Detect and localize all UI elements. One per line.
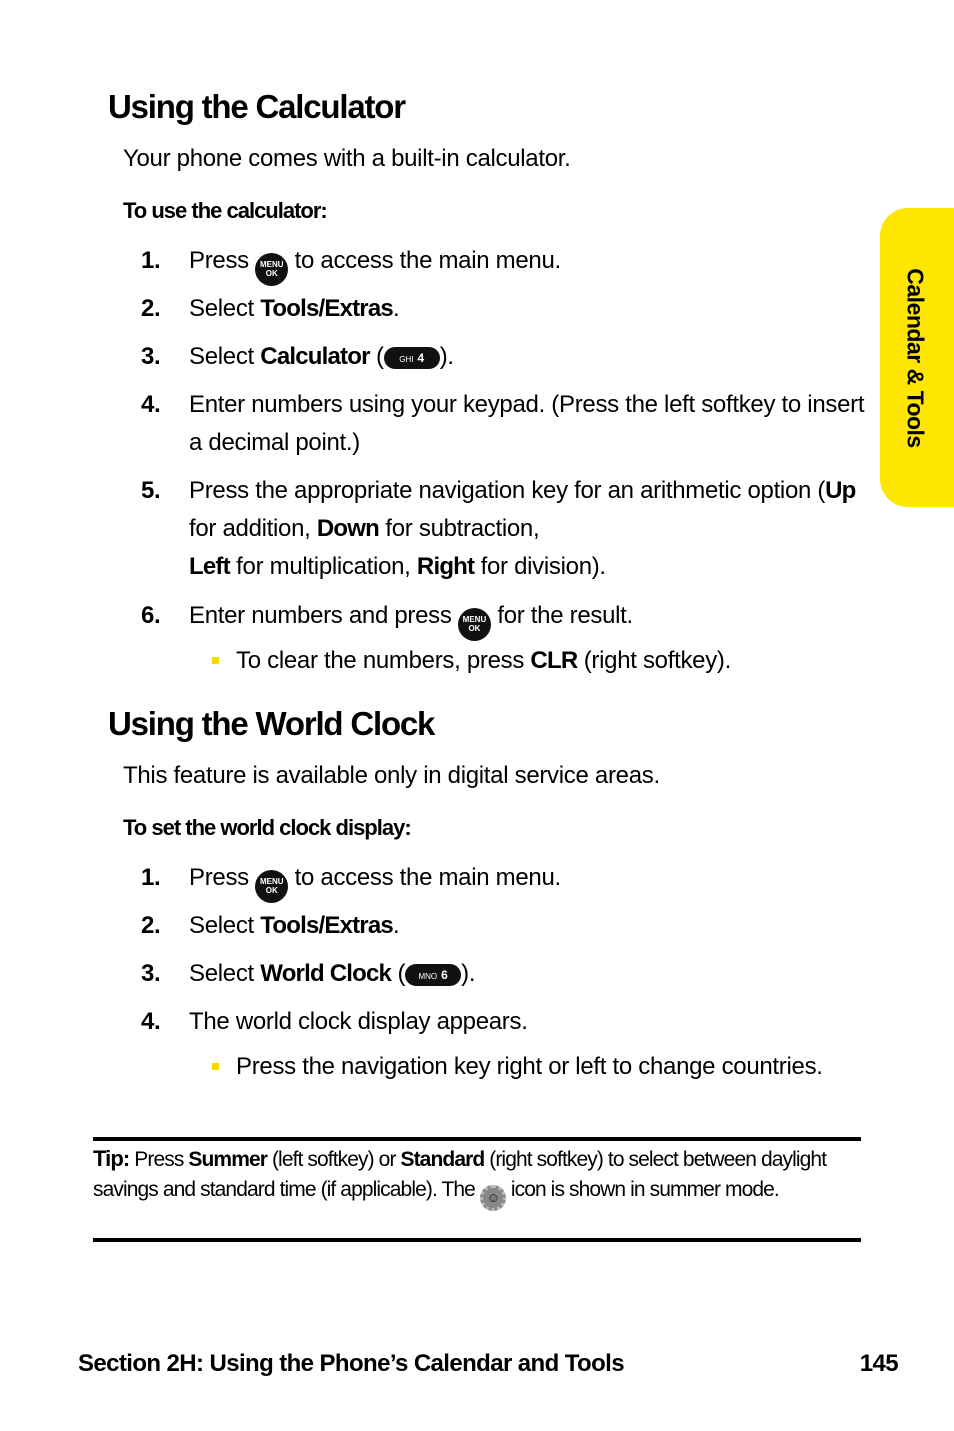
step-text: for the result. [497, 602, 633, 629]
menu-item-tools-extras: Tools/Extras [260, 912, 393, 939]
square-bullet-icon [212, 657, 219, 664]
step-text: Select [189, 343, 254, 370]
world-clock-intro: This feature is available only in digital service areas. [123, 762, 660, 789]
step-text: Enter numbers using your keypad. (Press the left softkey to insert a decimal point.) [189, 391, 865, 456]
world-clock-title: Using the World Clock [108, 705, 435, 742]
menu-ok-key-icon: MENU OK [255, 870, 288, 903]
side-tab-label: Calendar & Tools [902, 268, 929, 448]
menu-ok-key-icon: MENU OK [458, 608, 491, 641]
step-text: to access the main menu. [294, 864, 561, 891]
step-number: 4. [141, 1008, 161, 1035]
step-number: 2. [141, 295, 161, 322]
step-number: 4. [141, 391, 161, 418]
menu-item-tools-extras: Tools/Extras [260, 295, 393, 322]
tip-top-rule [93, 1137, 861, 1141]
calculator-title: Using the Calculator [108, 88, 405, 125]
step-number: 3. [141, 960, 161, 987]
keypad-key-icon: MNO 6 [405, 964, 461, 986]
page-number: 145 [859, 1350, 898, 1377]
step-number: 1. [141, 247, 161, 274]
menu-ok-key-icon: MENU OK [255, 253, 288, 286]
step-text: The world clock display appears. [189, 1008, 528, 1035]
menu-item-world-clock: World Clock [260, 960, 392, 987]
step-text: Select [189, 912, 254, 939]
step-number: 3. [141, 343, 161, 370]
step-number: 5. [141, 477, 161, 504]
calculator-intro: Your phone comes with a built-in calculator. [123, 145, 571, 172]
sub-bullet-text: Press the navigation key right or left to change countries. [236, 1053, 823, 1080]
step-number: 6. [141, 602, 161, 629]
key-left-label: Left [189, 553, 230, 580]
key-down-label: Down [316, 515, 380, 542]
softkey-summer-label: Summer [188, 1148, 268, 1171]
calculator-procedure-label: To use the calculator: [123, 198, 327, 223]
key-right-label: Right [416, 553, 475, 580]
keypad-key-icon: GHI 4 [384, 347, 440, 369]
tip-box: Tip: Press Summer (left softkey) or Standard (right softkey) to select between daylight savings and standard time (if applicable). The ☺ icon is shown in summer mode. [93, 1144, 861, 1211]
step-text: to access the main menu. [294, 247, 561, 274]
step-text: Enter numbers and press [189, 602, 452, 629]
step-number: 2. [141, 912, 161, 939]
page-footer [78, 1350, 898, 1378]
key-up-label: Up [825, 477, 856, 504]
softkey-standard-label: Standard [400, 1148, 485, 1171]
footer-section-title: Section 2H: Using the Phone’s Calendar and Tools [78, 1350, 624, 1377]
step-text: Press [189, 247, 249, 274]
step-text: Select [189, 295, 254, 322]
tip-label: Tip: [93, 1146, 130, 1171]
tip-bottom-rule [93, 1238, 861, 1242]
step-text: Press [189, 864, 249, 891]
step-text: Select [189, 960, 254, 987]
summer-sun-icon: ☺ [480, 1185, 506, 1211]
menu-item-calculator: Calculator [260, 343, 370, 370]
key-clr-label: CLR [530, 647, 578, 674]
step-number: 1. [141, 864, 161, 891]
square-bullet-icon [212, 1063, 219, 1070]
world-clock-procedure-label: To set the world clock display: [123, 815, 411, 840]
